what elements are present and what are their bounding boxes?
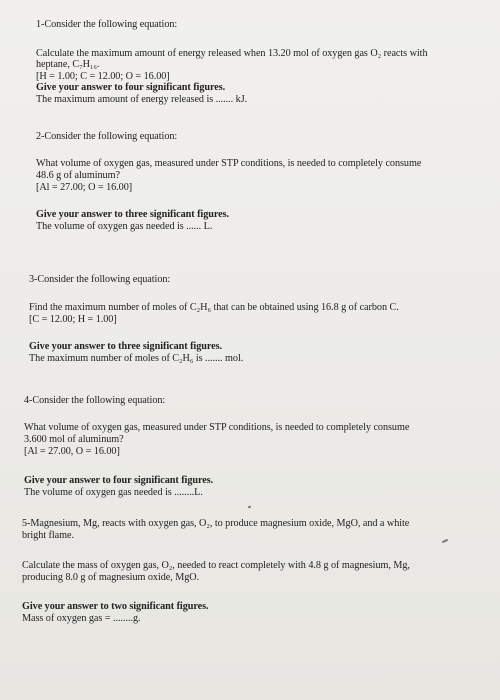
question-text: Calculate the maximum amount of energy released when 13.20 mol of oxygen gas O₂ reacts with xyxy=(36,48,428,59)
stray-pen-mark xyxy=(442,539,448,543)
question-text: Calculate the mass of oxygen gas, O₂, needed to react completely with 4.8 g of magnesium, Mg, xyxy=(22,560,410,571)
question-text: heptane, C₇H₁₆. xyxy=(36,59,100,70)
question-text: 48.6 g of aluminum? xyxy=(36,170,120,181)
question-heading: 3-Consider the following equation: xyxy=(29,274,171,285)
question-text: Find the maximum number of moles of C₂H₆ that can be obtained using 16.8 g of carbon C. xyxy=(29,302,399,313)
question-text: What volume of oxygen gas, measured under STP conditions, is needed to completely consume xyxy=(36,158,422,169)
instruction: Give your answer to four significant figures. xyxy=(24,475,214,486)
question-heading: 4-Consider the following equation: xyxy=(24,395,166,406)
atomic-masses: [Al = 27.00; O = 16.00] xyxy=(36,182,133,193)
answer-line: The maximum amount of energy released is ....... kJ. xyxy=(36,94,248,105)
question-text: 3.600 mol of aluminum? xyxy=(24,434,124,445)
instruction: Give your answer to three significant figures. xyxy=(29,341,223,352)
atomic-masses: [C = 12.00; H = 1.00] xyxy=(29,314,117,325)
question-heading: 2-Consider the following equation: xyxy=(36,131,178,142)
answer-line: Mass of oxygen gas = ........g. xyxy=(22,613,141,624)
answer-line: The volume of oxygen gas needed is ...... L. xyxy=(36,221,213,232)
stray-pen-mark xyxy=(248,505,252,508)
question-text: What volume of oxygen gas, measured under STP conditions, is needed to completely consume xyxy=(24,422,410,433)
atomic-masses: [Al = 27.00, O = 16.00] xyxy=(24,446,120,457)
atomic-masses: [H = 1.00; C = 12.00; O = 16.00] xyxy=(36,71,170,82)
question-text: producing 8.0 g of magnesium oxide, MgO. xyxy=(22,572,200,583)
question-heading-continued: bright flame. xyxy=(22,530,74,541)
instruction: Give your answer to three significant figures. xyxy=(36,209,230,220)
answer-line: The volume of oxygen gas needed is ........L. xyxy=(24,487,203,498)
question-heading: 5-Magnesium, Mg, reacts with oxygen gas, O₂, to produce magnesium oxide, MgO, and a white xyxy=(22,518,410,529)
question-heading: 1-Consider the following equation: xyxy=(36,19,178,30)
instruction: Give your answer to four significant figures. xyxy=(36,82,226,93)
answer-line: The maximum number of moles of C₂H₆ is ....... mol. xyxy=(29,353,244,364)
instruction: Give your answer to two significant figures. xyxy=(22,601,209,612)
